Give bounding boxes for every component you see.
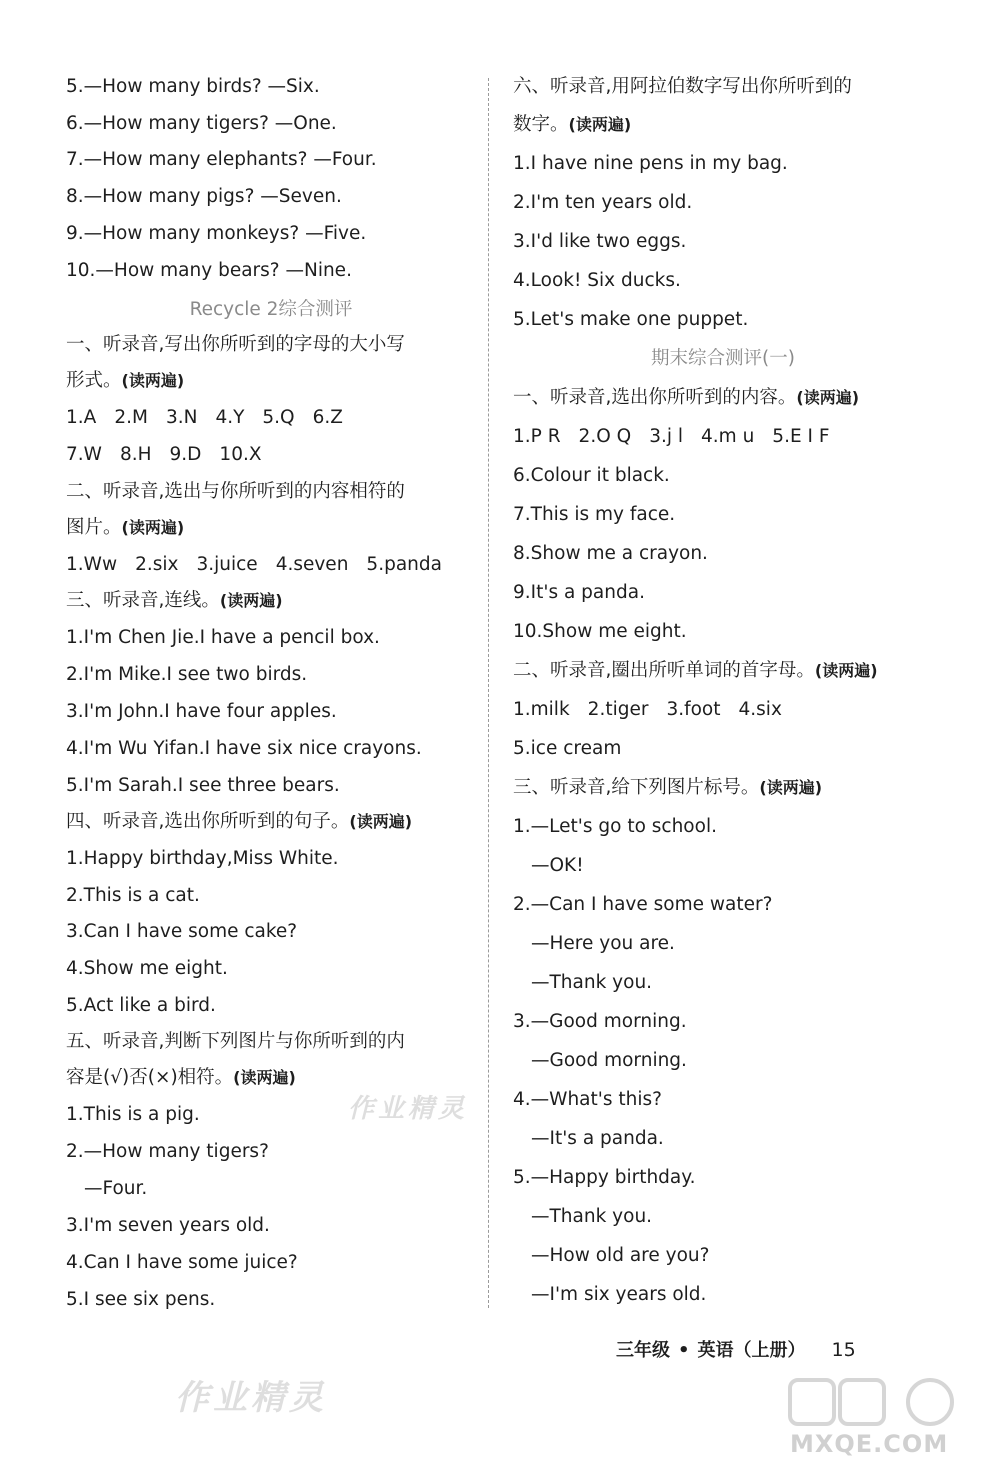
page-number: 15 (831, 1339, 856, 1361)
dialogue-line: —Here you are. (531, 933, 675, 954)
dialogue-line: —OK! (531, 855, 584, 876)
answer-item: 1.P R (513, 426, 561, 447)
answer-line: 5.ice cream (513, 738, 622, 759)
answer-item: 2.O Q (578, 426, 632, 447)
grade-label: 三年级 (616, 1340, 670, 1361)
site-watermark-logo (780, 1372, 980, 1462)
column-divider (488, 78, 489, 1308)
section-title-cont: 图片。 (66, 517, 122, 538)
answer-item: 5.panda (366, 554, 442, 575)
dialogue-line: 3.—Good morning. (513, 1011, 687, 1032)
answer-line: 6.Colour it black. (513, 465, 670, 486)
answer-item: 7.W (66, 444, 102, 465)
page-footer (616, 1336, 856, 1362)
answer-line: —Four. (84, 1178, 148, 1199)
answer-item: 4.Y (215, 407, 245, 428)
answer-line: 5.—How many birds? —Six. (66, 76, 320, 97)
section-title-text: 三、听录音,给下列图片标号。 (513, 777, 760, 798)
answer-item: 10.X (219, 444, 262, 465)
dialogue-line: —Thank you. (531, 972, 653, 993)
answer-line: 3.Can I have some cake? (66, 921, 298, 942)
dialogue-line: —Good morning. (531, 1050, 687, 1071)
section-title: 五、听录音,判断下列图片与你所听到的内 (66, 1031, 405, 1052)
answer-row (513, 425, 933, 449)
answer-line: 3.I'm John.I have four apples. (66, 701, 337, 722)
section-title (66, 516, 476, 540)
dialogue-line: —Thank you. (531, 1206, 653, 1227)
answer-item: 1.Ww (66, 554, 118, 575)
section-title (513, 659, 933, 683)
dialogue-line: 2.—Can I have some water? (513, 894, 773, 915)
answer-item: 1.A (66, 407, 97, 428)
answer-line: 8.Show me a crayon. (513, 543, 708, 564)
read-twice-note: (读两遍) (121, 518, 185, 537)
site-watermark-text: MXQE.COM (790, 1430, 949, 1458)
answer-line: 2.I'm ten years old. (513, 192, 693, 213)
answer-line: 4.I'm Wu Yifan.I have six nice crayons. (66, 738, 422, 759)
answer-item: 3.N (165, 407, 198, 428)
dialogue-line: —I'm six years old. (531, 1284, 707, 1305)
section-title: 一、听录音,写出你所听到的字母的大小写 (66, 334, 405, 355)
answer-line: 5.Act like a bird. (66, 995, 216, 1016)
section-title-cont: 形式。 (66, 370, 122, 391)
answer-item: 5.Q (262, 407, 295, 428)
answer-item: 2.M (114, 407, 148, 428)
answer-line: 7.This is my face. (513, 504, 676, 525)
answer-line: 4.Look! Six ducks. (513, 270, 681, 291)
answer-line: 5.I'm Sarah.I see three bears. (66, 775, 340, 796)
test-heading: Recycle 2综合测评 (189, 299, 353, 320)
answer-line: 2.I'm Mike.I see two birds. (66, 664, 308, 685)
read-twice-note: (读两遍) (219, 591, 283, 610)
section-title-cont: 容是(√)否(×)相符。 (66, 1067, 234, 1088)
watermark-center: 作业精灵 (348, 1094, 469, 1124)
answer-line: 1.Happy birthday,Miss White. (66, 848, 339, 869)
dialogue-line: 5.—Happy birthday. (513, 1167, 696, 1188)
answer-item: 2.six (135, 554, 179, 575)
answer-line: 1.I'm Chen Jie.I have a pencil box. (66, 627, 380, 648)
answer-row (513, 698, 933, 722)
dialogue-line: 4.—What's this? (513, 1089, 662, 1110)
test-heading: 期末综合测评(一) (651, 348, 795, 369)
read-twice-note: (读两遍) (759, 778, 823, 797)
answer-item: 4.m u (701, 426, 755, 447)
answer-item: 4.seven (275, 554, 349, 575)
section-title-cont: 数字。 (513, 114, 569, 135)
answer-item: 5.E I F (772, 426, 830, 447)
answer-line: 7.—How many elephants? —Four. (66, 149, 377, 170)
answer-item: 8.H (119, 444, 152, 465)
answer-line: 5.Let's make one puppet. (513, 309, 749, 330)
section-title-text: 三、听录音,连线。 (66, 590, 220, 611)
section-title (66, 589, 476, 613)
answer-line: 1.This is a pig. (66, 1104, 200, 1125)
answer-line: 9.It's a panda. (513, 582, 645, 603)
section-title-text: 一、听录音,选出你所听到的内容。 (513, 387, 797, 408)
read-twice-note: (读两遍) (349, 812, 413, 831)
read-twice-note: (读两遍) (121, 371, 185, 390)
answer-item: 3.juice (196, 554, 258, 575)
section-title-text: 二、听录音,圈出所听单词的首字母。 (513, 660, 815, 681)
answer-item: 2.tiger (587, 699, 649, 720)
read-twice-note: (读两遍) (814, 661, 878, 680)
answer-item: 6.Z (312, 407, 343, 428)
answer-line: 3.I'm seven years old. (66, 1215, 270, 1236)
watermark-bottom: 作业精灵 (175, 1378, 327, 1418)
answer-line: 10.Show me eight. (513, 621, 687, 642)
section-title (66, 1066, 476, 1090)
answer-row (66, 443, 476, 467)
dialogue-line: 1.—Let's go to school. (513, 816, 717, 837)
section-title (513, 113, 933, 137)
answer-line: 4.Show me eight. (66, 958, 228, 979)
answer-line: 3.I'd like two eggs. (513, 231, 687, 252)
answer-item: 9.D (169, 444, 202, 465)
answer-line: 1.I have nine pens in my bag. (513, 153, 788, 174)
answer-line: 2.—How many tigers? (66, 1141, 269, 1162)
answer-item: 1.milk (513, 699, 570, 720)
answer-line: 8.—How many pigs? —Seven. (66, 186, 342, 207)
answer-item: 4.six (738, 699, 782, 720)
read-twice-note: (读两遍) (796, 388, 860, 407)
answer-line: 9.—How many monkeys? —Five. (66, 223, 367, 244)
answer-line: 6.—How many tigers? —One. (66, 113, 337, 134)
section-title (66, 369, 476, 393)
answer-row (66, 406, 476, 430)
read-twice-note: (读两遍) (568, 115, 632, 134)
answer-line: 10.—How many bears? —Nine. (66, 260, 352, 281)
footer-dot: • (678, 1340, 690, 1361)
section-title (513, 386, 933, 410)
answer-line: 2.This is a cat. (66, 885, 200, 906)
section-title (66, 810, 476, 834)
section-title-text: 四、听录音,选出你所听到的句子。 (66, 811, 350, 832)
dialogue-line: —It's a panda. (531, 1128, 664, 1149)
left-column (66, 70, 476, 1312)
read-twice-note: (读两遍) (233, 1068, 296, 1087)
dialogue-line: —How old are you? (531, 1245, 710, 1266)
section-title (513, 776, 933, 800)
section-title: 二、听录音,选出与你所听到的内容相符的 (66, 481, 405, 502)
subject-label: 英语（上册） (697, 1340, 806, 1361)
answer-item: 3.j l (649, 426, 684, 447)
answer-row (66, 553, 476, 577)
section-title: 六、听录音,用阿拉伯数字写出你所听到的 (513, 76, 852, 97)
answer-line: 5.I see six pens. (66, 1289, 216, 1310)
right-column (513, 70, 933, 1307)
answer-item: 3.foot (666, 699, 721, 720)
answer-line: 4.Can I have some juice? (66, 1252, 298, 1273)
